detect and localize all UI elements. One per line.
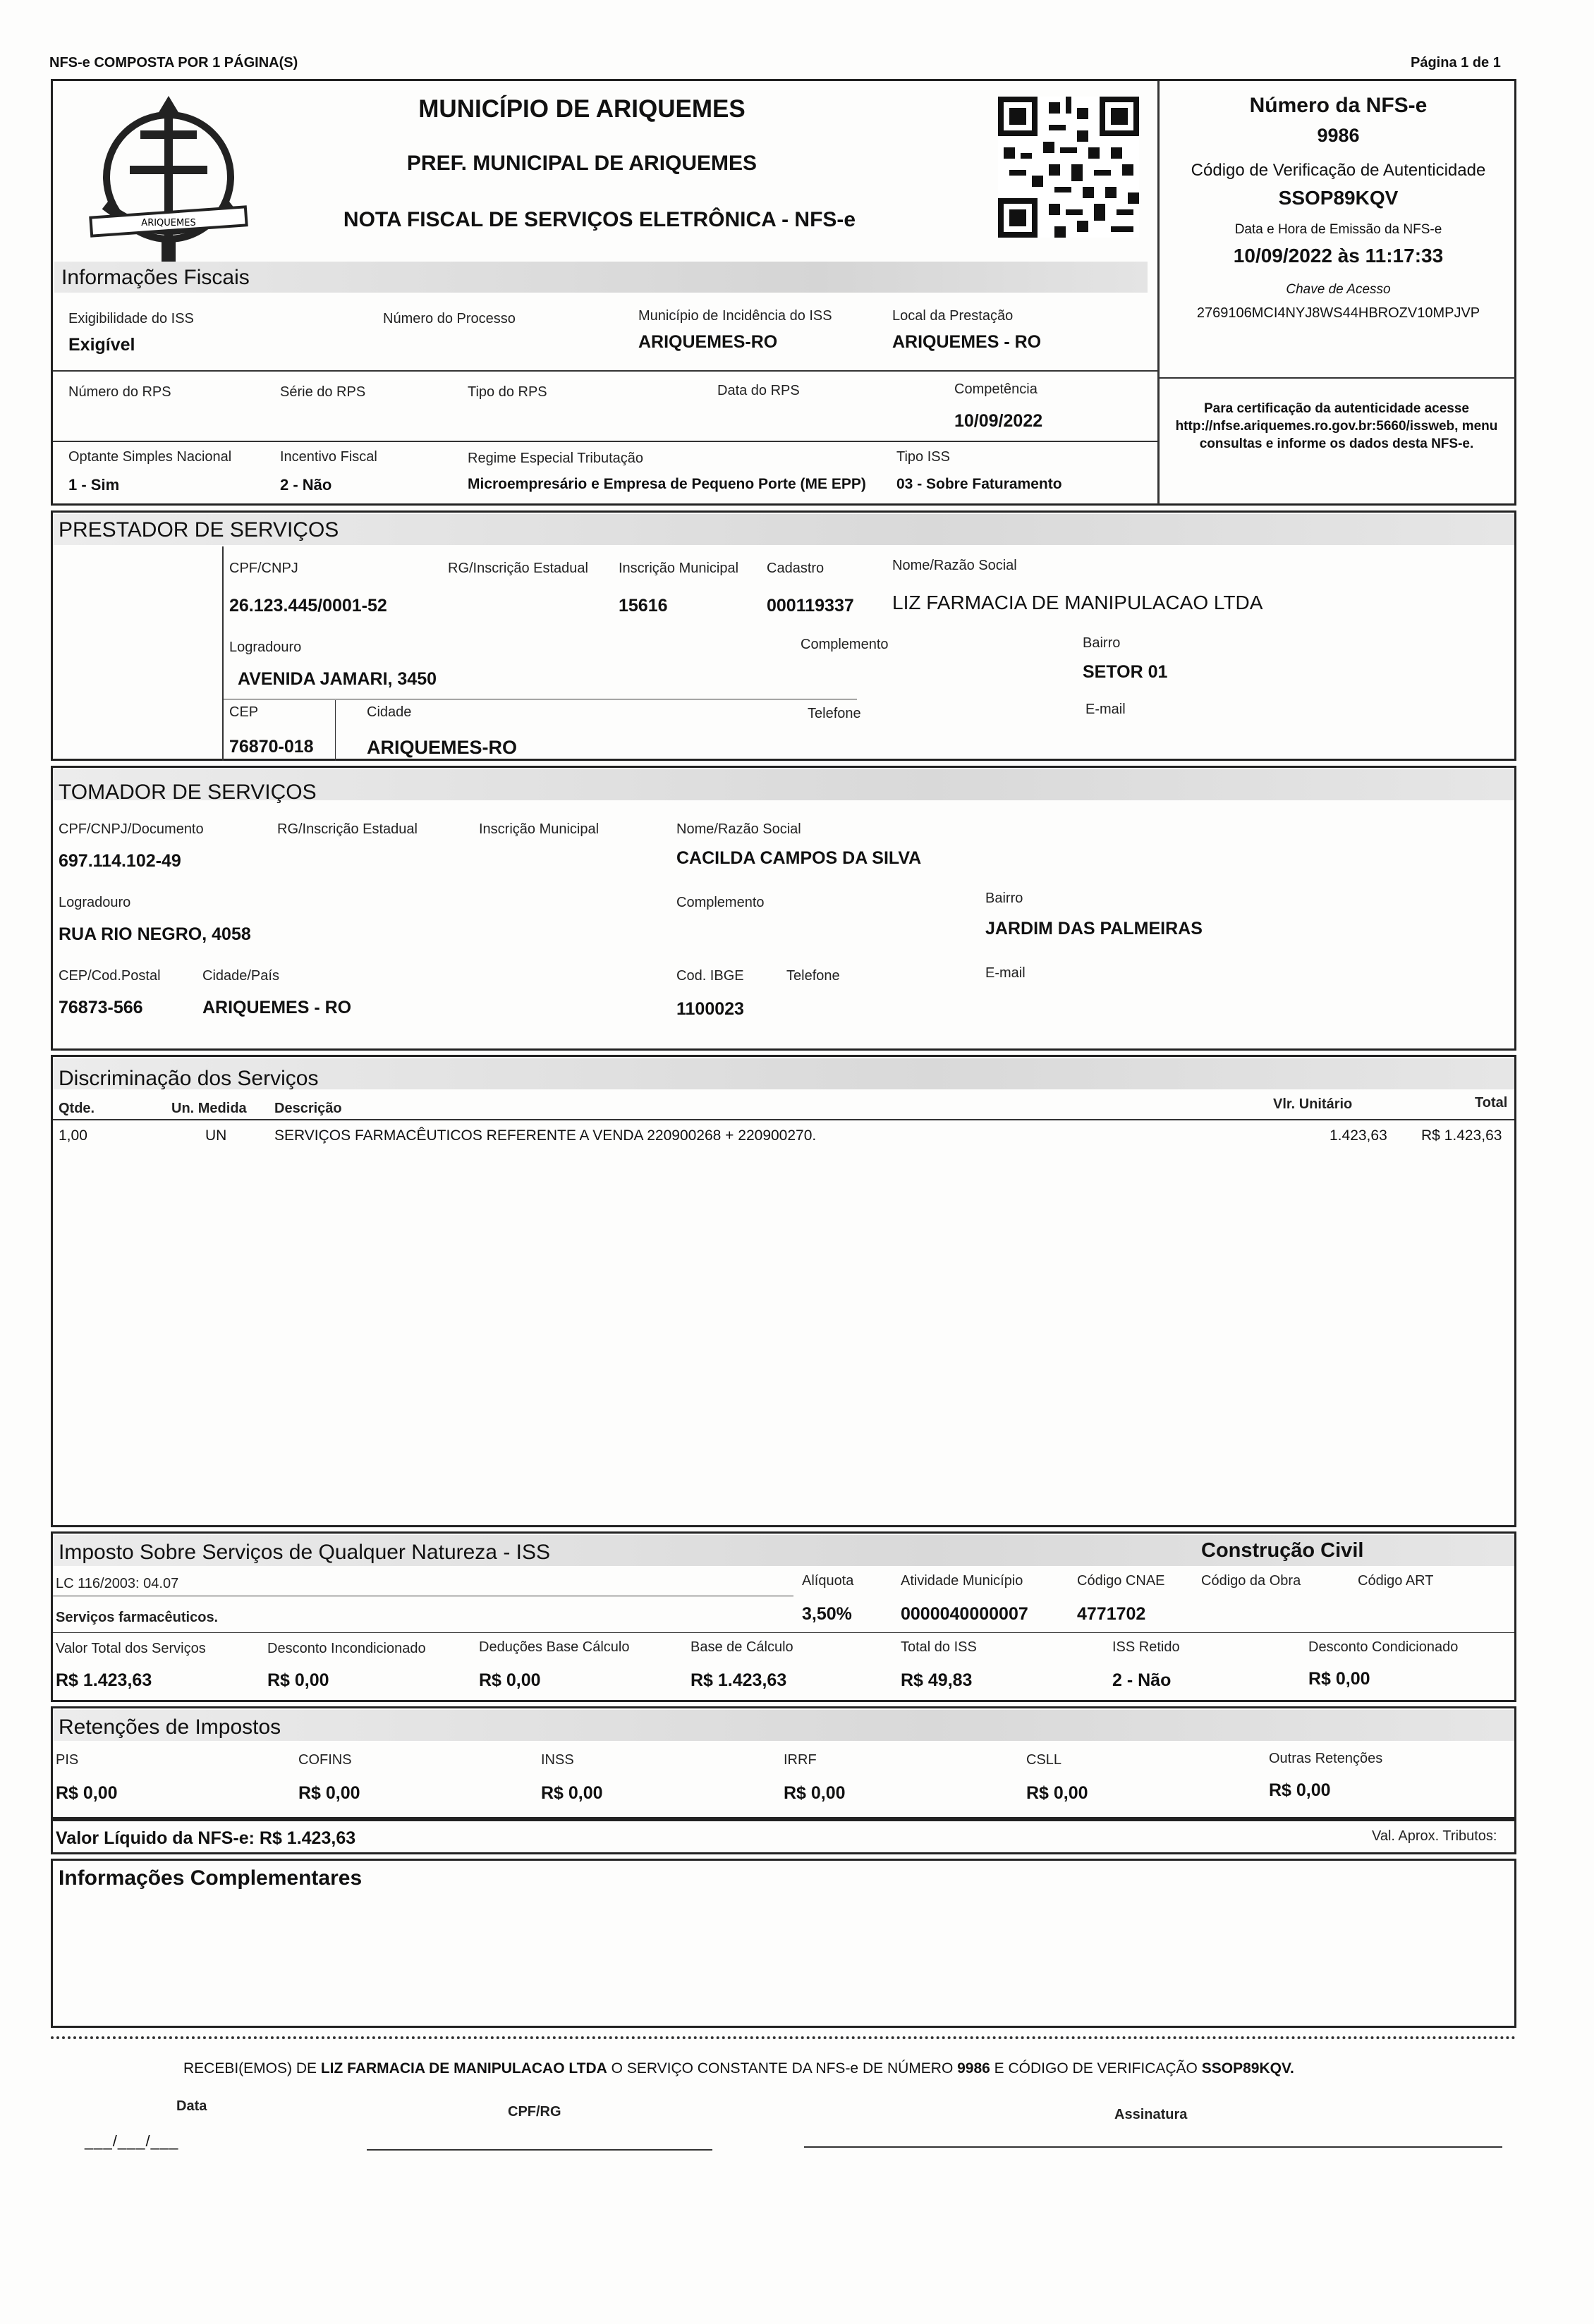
total-services-label: Valor Total dos Serviços [56, 1641, 206, 1656]
cnae-label: Código CNAE [1077, 1573, 1165, 1589]
access-key-label: Chave de Acesso [1286, 282, 1391, 297]
emission-label: Data e Hora de Emissão da NFS-e [1234, 222, 1442, 237]
simples-nacional-label: Optante Simples Nacional [68, 449, 232, 465]
withholdings-box [51, 1706, 1516, 1819]
iss-withheld: 2 - Não [1112, 1670, 1172, 1690]
rps-type-label: Tipo do RPS [468, 384, 547, 400]
rps-number-label: Número do RPS [68, 384, 171, 400]
customer-street-label: Logradouro [59, 895, 131, 910]
total-services: R$ 1.423,63 [56, 1670, 152, 1690]
provider-district: SETOR 01 [1083, 662, 1168, 682]
tax-rate-label: Alíquota [802, 1573, 854, 1589]
iss-section-title: Imposto Sobre Serviços de Qualquer Natureza - ISS [59, 1541, 551, 1564]
col-unit: Un. Medida [171, 1101, 247, 1116]
customer-email-label: E-mail [985, 965, 1026, 981]
customer-city: ARIQUEMES - RO [202, 998, 352, 1017]
iss-total: R$ 49,83 [901, 1670, 973, 1690]
municipal-activity-label: Atividade Município [901, 1573, 1023, 1589]
prefecture-title: PREF. MUNICIPAL DE ARIQUEMES [406, 152, 758, 175]
customer-document: 697.114.102-49 [59, 851, 181, 871]
customer-street: RUA RIO NEGRO, 4058 [59, 924, 251, 944]
service-unit: UN [205, 1127, 227, 1144]
irrf: R$ 0,00 [784, 1783, 846, 1803]
customer-district: JARDIM DAS PALMEIRAS [985, 919, 1203, 938]
csll-label: CSLL [1026, 1752, 1062, 1768]
iss-type-label: Tipo ISS [896, 449, 950, 465]
services-section-title: Discriminação dos Serviços [59, 1067, 319, 1090]
provider-district-label: Bairro [1083, 635, 1121, 651]
service-description: SERVIÇOS FARMACÊUTICOS REFERENTE A VENDA 220900268 + 220900270. [274, 1127, 817, 1144]
header-box [51, 79, 1516, 506]
civil-construction-title: Construção Civil [1201, 1539, 1364, 1562]
iss-exigibility: Exigível [68, 335, 135, 355]
verification-code: SSOP89KQV [1278, 187, 1399, 209]
customer-document-label: CPF/CNPJ/Documento [59, 821, 204, 837]
customer-zip-label: CEP/Cod.Postal [59, 968, 161, 984]
iss-withheld-label: ISS Retido [1112, 1639, 1180, 1655]
pis: R$ 0,00 [56, 1783, 118, 1803]
provider-state-registration-label: RG/Inscrição Estadual [448, 561, 588, 576]
customer-name: CACILDA CAMPOS DA SILVA [676, 848, 922, 868]
customer-phone-label: Telefone [786, 968, 840, 984]
service-location-label: Local da Prestação [892, 308, 1014, 324]
provider-municipal-registration-label: Inscrição Municipal [619, 561, 739, 576]
complementary-info-title: Informações Complementares [59, 1866, 363, 1890]
receipt-text: RECEBI(EMOS) DE LIZ FARMACIA DE MANIPULACAO LTDA O SERVIÇO CONSTANTE DA NFS-e DE NÚMERO 9986 E CÓDIGO DE VERIFICAÇÃO SSOP89KQV. [183, 2060, 1294, 2077]
provider-registry: 000119337 [767, 596, 854, 616]
customer-city-label: Cidade/País [202, 968, 279, 984]
iss-type: 03 - Sobre Faturamento [896, 476, 1062, 492]
provider-registry-label: Cadastro [767, 561, 825, 576]
col-qty: Qtde. [59, 1101, 95, 1116]
other-withholdings: R$ 0,00 [1269, 1780, 1331, 1800]
net-value-box [51, 1819, 1516, 1854]
inss-label: INSS [541, 1752, 574, 1768]
approx-taxes-label: Val. Aprox. Tributos: [1372, 1828, 1497, 1844]
provider-phone-label: Telefone [808, 706, 861, 721]
iss-exigibility-label: Exigibilidade do ISS [68, 311, 194, 326]
col-unit-price: Vlr. Unitário [1273, 1096, 1353, 1112]
special-regime-label: Regime Especial Tributação [468, 451, 644, 466]
tax-base-label: Base de Cálculo [690, 1639, 793, 1655]
provider-zip-label: CEP [229, 704, 259, 720]
pages-composed-label: NFS-e COMPOSTA POR 1 PÁGINA(S) [49, 55, 298, 71]
customer-section-title: TOMADOR DE SERVIÇOS [59, 781, 317, 804]
net-value: Valor Líquido da NFS-e: R$ 1.423,63 [56, 1828, 356, 1848]
pis-label: PIS [56, 1752, 79, 1768]
customer-district-label: Bairro [985, 891, 1023, 906]
provider-cnpj-label: CPF/CNPJ [229, 561, 298, 576]
provider-city-label: Cidade [367, 704, 412, 720]
tax-base: R$ 1.423,63 [690, 1670, 787, 1690]
provider-complement-label: Complemento [801, 637, 889, 652]
provider-name: LIZ FARMACIA DE MANIPULACAO LTDA [892, 592, 1263, 613]
iss-municipality-label: Município de Incidência do ISS [638, 308, 832, 324]
service-total: R$ 1.423,63 [1421, 1127, 1502, 1144]
provider-zip: 76870-018 [229, 737, 314, 757]
municipality-title: MUNICÍPIO DE ARIQUEMES [418, 95, 746, 123]
receipt-signature-field[interactable] [804, 2146, 1502, 2148]
provider-section-title: PRESTADOR DE SERVIÇOS [59, 518, 339, 542]
competence-label: Competência [954, 381, 1038, 397]
receipt-id-label: CPF/RG [508, 2104, 561, 2120]
provider-street: AVENIDA JAMARI, 3450 [238, 669, 437, 689]
fiscal-incentive: 2 - Não [280, 476, 332, 494]
provider-municipal-registration: 15616 [619, 596, 668, 616]
verification-label: Código de Verificação de Autenticidade [1191, 161, 1486, 180]
other-withholdings-label: Outras Retenções [1269, 1751, 1383, 1766]
provider-name-label: Nome/Razão Social [892, 558, 1017, 573]
svg-text:ARIQUEMES: ARIQUEMES [141, 218, 196, 228]
emission-datetime: 10/09/2022 às 11:17:33 [1233, 245, 1444, 267]
service-qty: 1,00 [59, 1127, 87, 1144]
customer-zip: 76873-566 [59, 998, 143, 1017]
services-box [51, 1055, 1516, 1527]
provider-email-label: E-mail [1085, 702, 1126, 717]
col-description: Descrição [274, 1101, 342, 1116]
inss: R$ 0,00 [541, 1783, 603, 1803]
iss-total-label: Total do ISS [901, 1639, 977, 1655]
deductions-label: Deduções Base Cálculo [479, 1639, 630, 1655]
receipt-cut-line [51, 2036, 1516, 2039]
customer-ibge: 1100023 [676, 999, 744, 1019]
cofins: R$ 0,00 [298, 1783, 360, 1803]
nfse-number: 9986 [1317, 125, 1360, 146]
process-number-label: Número do Processo [383, 311, 516, 326]
service-list-code: LC 116/2003: 04.07 [56, 1576, 179, 1591]
customer-box [51, 766, 1516, 1051]
qr-code-icon [998, 97, 1139, 238]
withholdings-section-title: Retenções de Impostos [59, 1716, 281, 1739]
complementary-info-box [51, 1859, 1516, 2028]
access-key: 2769106MCI4NYJ8WS44HBROZV10MPJVP [1196, 305, 1480, 321]
customer-ibge-label: Cod. IBGE [676, 968, 744, 984]
unconditional-discount: R$ 0,00 [267, 1670, 329, 1690]
unconditional-discount-label: Desconto Incondicionado [267, 1641, 426, 1656]
receipt-signature-label: Assinatura [1114, 2107, 1188, 2122]
irrf-label: IRRF [784, 1752, 817, 1768]
conditional-discount: R$ 0,00 [1308, 1669, 1370, 1689]
fiscal-section-title: Informações Fiscais [61, 266, 250, 289]
deductions: R$ 0,00 [479, 1670, 541, 1690]
provider-street-label: Logradouro [229, 640, 302, 655]
services-list [53, 1125, 1514, 1153]
customer-complement-label: Complemento [676, 895, 765, 910]
iss-box [51, 1531, 1516, 1702]
municipal-activity: 0000040000007 [901, 1604, 1028, 1624]
certification-text: Para certificação da autenticidade acesse http://nfse.ariquemes.ro.gov.br:5660/issweb, menu consultas e informe os dados desta NFS-e. [1175, 401, 1498, 451]
art-code-label: Código ART [1358, 1573, 1434, 1589]
provider-box [51, 510, 1516, 761]
work-code-label: Código da Obra [1201, 1573, 1301, 1589]
simples-nacional: 1 - Sim [68, 476, 120, 494]
customer-name-label: Nome/Razão Social [676, 821, 801, 837]
nfse-number-label: Número da NFS-e [1249, 94, 1428, 117]
rps-date-label: Data do RPS [717, 383, 800, 398]
page-number: Página 1 de 1 [1411, 55, 1501, 71]
csll: R$ 0,00 [1026, 1783, 1088, 1803]
customer-municipal-registration-label: Inscrição Municipal [479, 821, 600, 837]
receipt-date-label: Data [176, 2098, 207, 2114]
cofins-label: COFINS [298, 1752, 352, 1768]
municipal-crest-icon [63, 92, 274, 269]
cnae: 4771702 [1077, 1604, 1146, 1624]
fiscal-incentive-label: Incentivo Fiscal [280, 449, 377, 465]
document-title: NOTA FISCAL DE SERVIÇOS ELETRÔNICA - NFS-e [343, 208, 856, 231]
service-unit-price: 1.423,63 [1330, 1127, 1387, 1144]
competence: 10/09/2022 [954, 411, 1043, 431]
service-row [53, 1125, 1514, 1153]
receipt-date-field[interactable]: ___/___/___ [85, 2132, 179, 2150]
rps-series-label: Série do RPS [280, 384, 366, 400]
customer-state-registration-label: RG/Inscrição Estadual [277, 821, 418, 837]
receipt-id-field[interactable] [367, 2149, 712, 2151]
service-list-description: Serviços farmacêuticos. [56, 1610, 219, 1625]
service-location: ARIQUEMES - RO [892, 332, 1042, 352]
tax-rate: 3,50% [802, 1604, 852, 1624]
conditional-discount-label: Desconto Condicionado [1308, 1639, 1459, 1655]
provider-cnpj: 26.123.445/0001-52 [229, 596, 387, 616]
provider-city: ARIQUEMES-RO [367, 737, 518, 758]
special-regime: Microempresário e Empresa de Pequeno Porte (ME EPP) [468, 476, 866, 492]
iss-municipality: ARIQUEMES-RO [638, 332, 778, 352]
col-total: Total [1475, 1095, 1508, 1111]
